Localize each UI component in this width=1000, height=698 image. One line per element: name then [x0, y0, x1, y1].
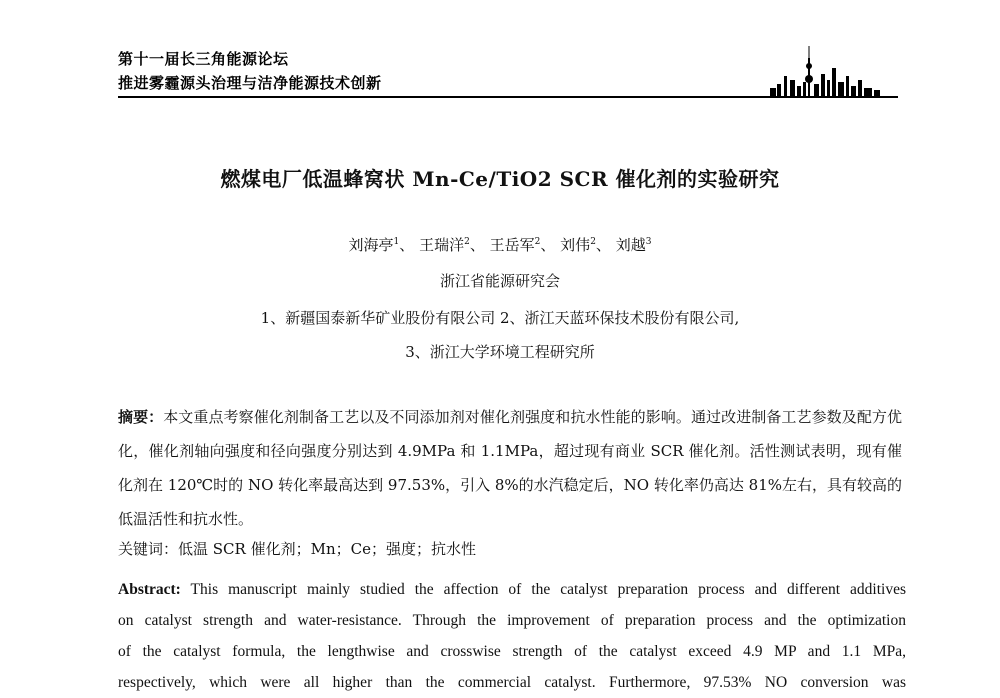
author-affil-mark: 1: [393, 237, 400, 247]
author-name: 刘越: [615, 236, 646, 254]
author-affil-mark: 2: [590, 237, 596, 247]
conference-theme: 推进雾霾源头治理与洁净能源技术创新: [118, 74, 382, 92]
author-separator: 、: [469, 236, 485, 254]
abstract-cn-text: 本文重点考察催化剂制备工艺以及不同添加剂对催化剂强度和抗水性能的影响。通过改进制备工艺参数及配方优化，催化剂轴向强度和径向强度分别达到 4.9MPa 和 1.1MPa，超过现有商业 SCR 催化剂。活性测试表明，现有催化剂在 120℃时的 NO 转化率最高达到 97.53%，引入 8%的水汽稳定后，NO 转化率仍高达 81%左右，具有较高的低温活性和抗水性。: [118, 408, 902, 528]
author-name: 刘海亭: [348, 236, 394, 254]
keywords-chinese: 关键词：低温 SCR 催化剂；Mn；Ce；强度；抗水性: [118, 540, 476, 558]
abstract-en-line: [118, 574, 906, 605]
author-separator: 、: [595, 236, 611, 254]
author-separator: 、: [399, 236, 415, 254]
abstract-en-line: of the catalyst formula, the lengthwise and crosswise strength of the catalyst exceed 4.9 MP and 1.1 MPa,: [118, 643, 906, 660]
header-rule: [118, 96, 898, 98]
author-separator: 、: [540, 236, 556, 254]
city-skyline-icon: [770, 46, 898, 98]
author-name: 王瑞洋: [419, 236, 465, 254]
affiliation-main: 浙江省能源研究会: [439, 272, 560, 290]
author-name: 刘伟: [560, 236, 591, 254]
abstract-english: [118, 574, 906, 698]
abstract-en-line: respectively, which were all higher than the commercial catalyst. Furthermore, 97.53% NO conversion was: [118, 674, 906, 691]
author-affil-mark: 3: [645, 237, 652, 247]
author-affil-mark: 2: [464, 237, 470, 247]
author-affil-mark: 2: [534, 237, 541, 247]
conference-header: [118, 46, 898, 98]
affiliation-line-3: 3、浙江大学环境工程研究所: [405, 343, 595, 361]
author-name: 王岳军: [489, 236, 535, 254]
abstract-cn-label: 摘要：: [118, 408, 164, 426]
paper-title: 燃煤电厂低温蜂窝状 Mn-Ce/TiO2 SCR 催化剂的实验研究: [220, 167, 780, 191]
conference-name: 第十一届长三角能源论坛: [118, 50, 289, 68]
abstract-en-line-text: This manuscript mainly studied the affection of the catalyst preparation process and different additives: [180, 581, 906, 598]
author-list: [0, 234, 1000, 255]
affiliation-line-2: 1、新疆国泰新华矿业股份有限公司 2、浙江天蓝环保技术股份有限公司,: [260, 309, 740, 327]
abstract-en-line: on catalyst strength and water-resistance. Through the improvement of preparation process and the optimization: [118, 612, 906, 629]
abstract-chinese: [118, 400, 902, 536]
abstract-en-label: Abstract:: [118, 581, 181, 598]
